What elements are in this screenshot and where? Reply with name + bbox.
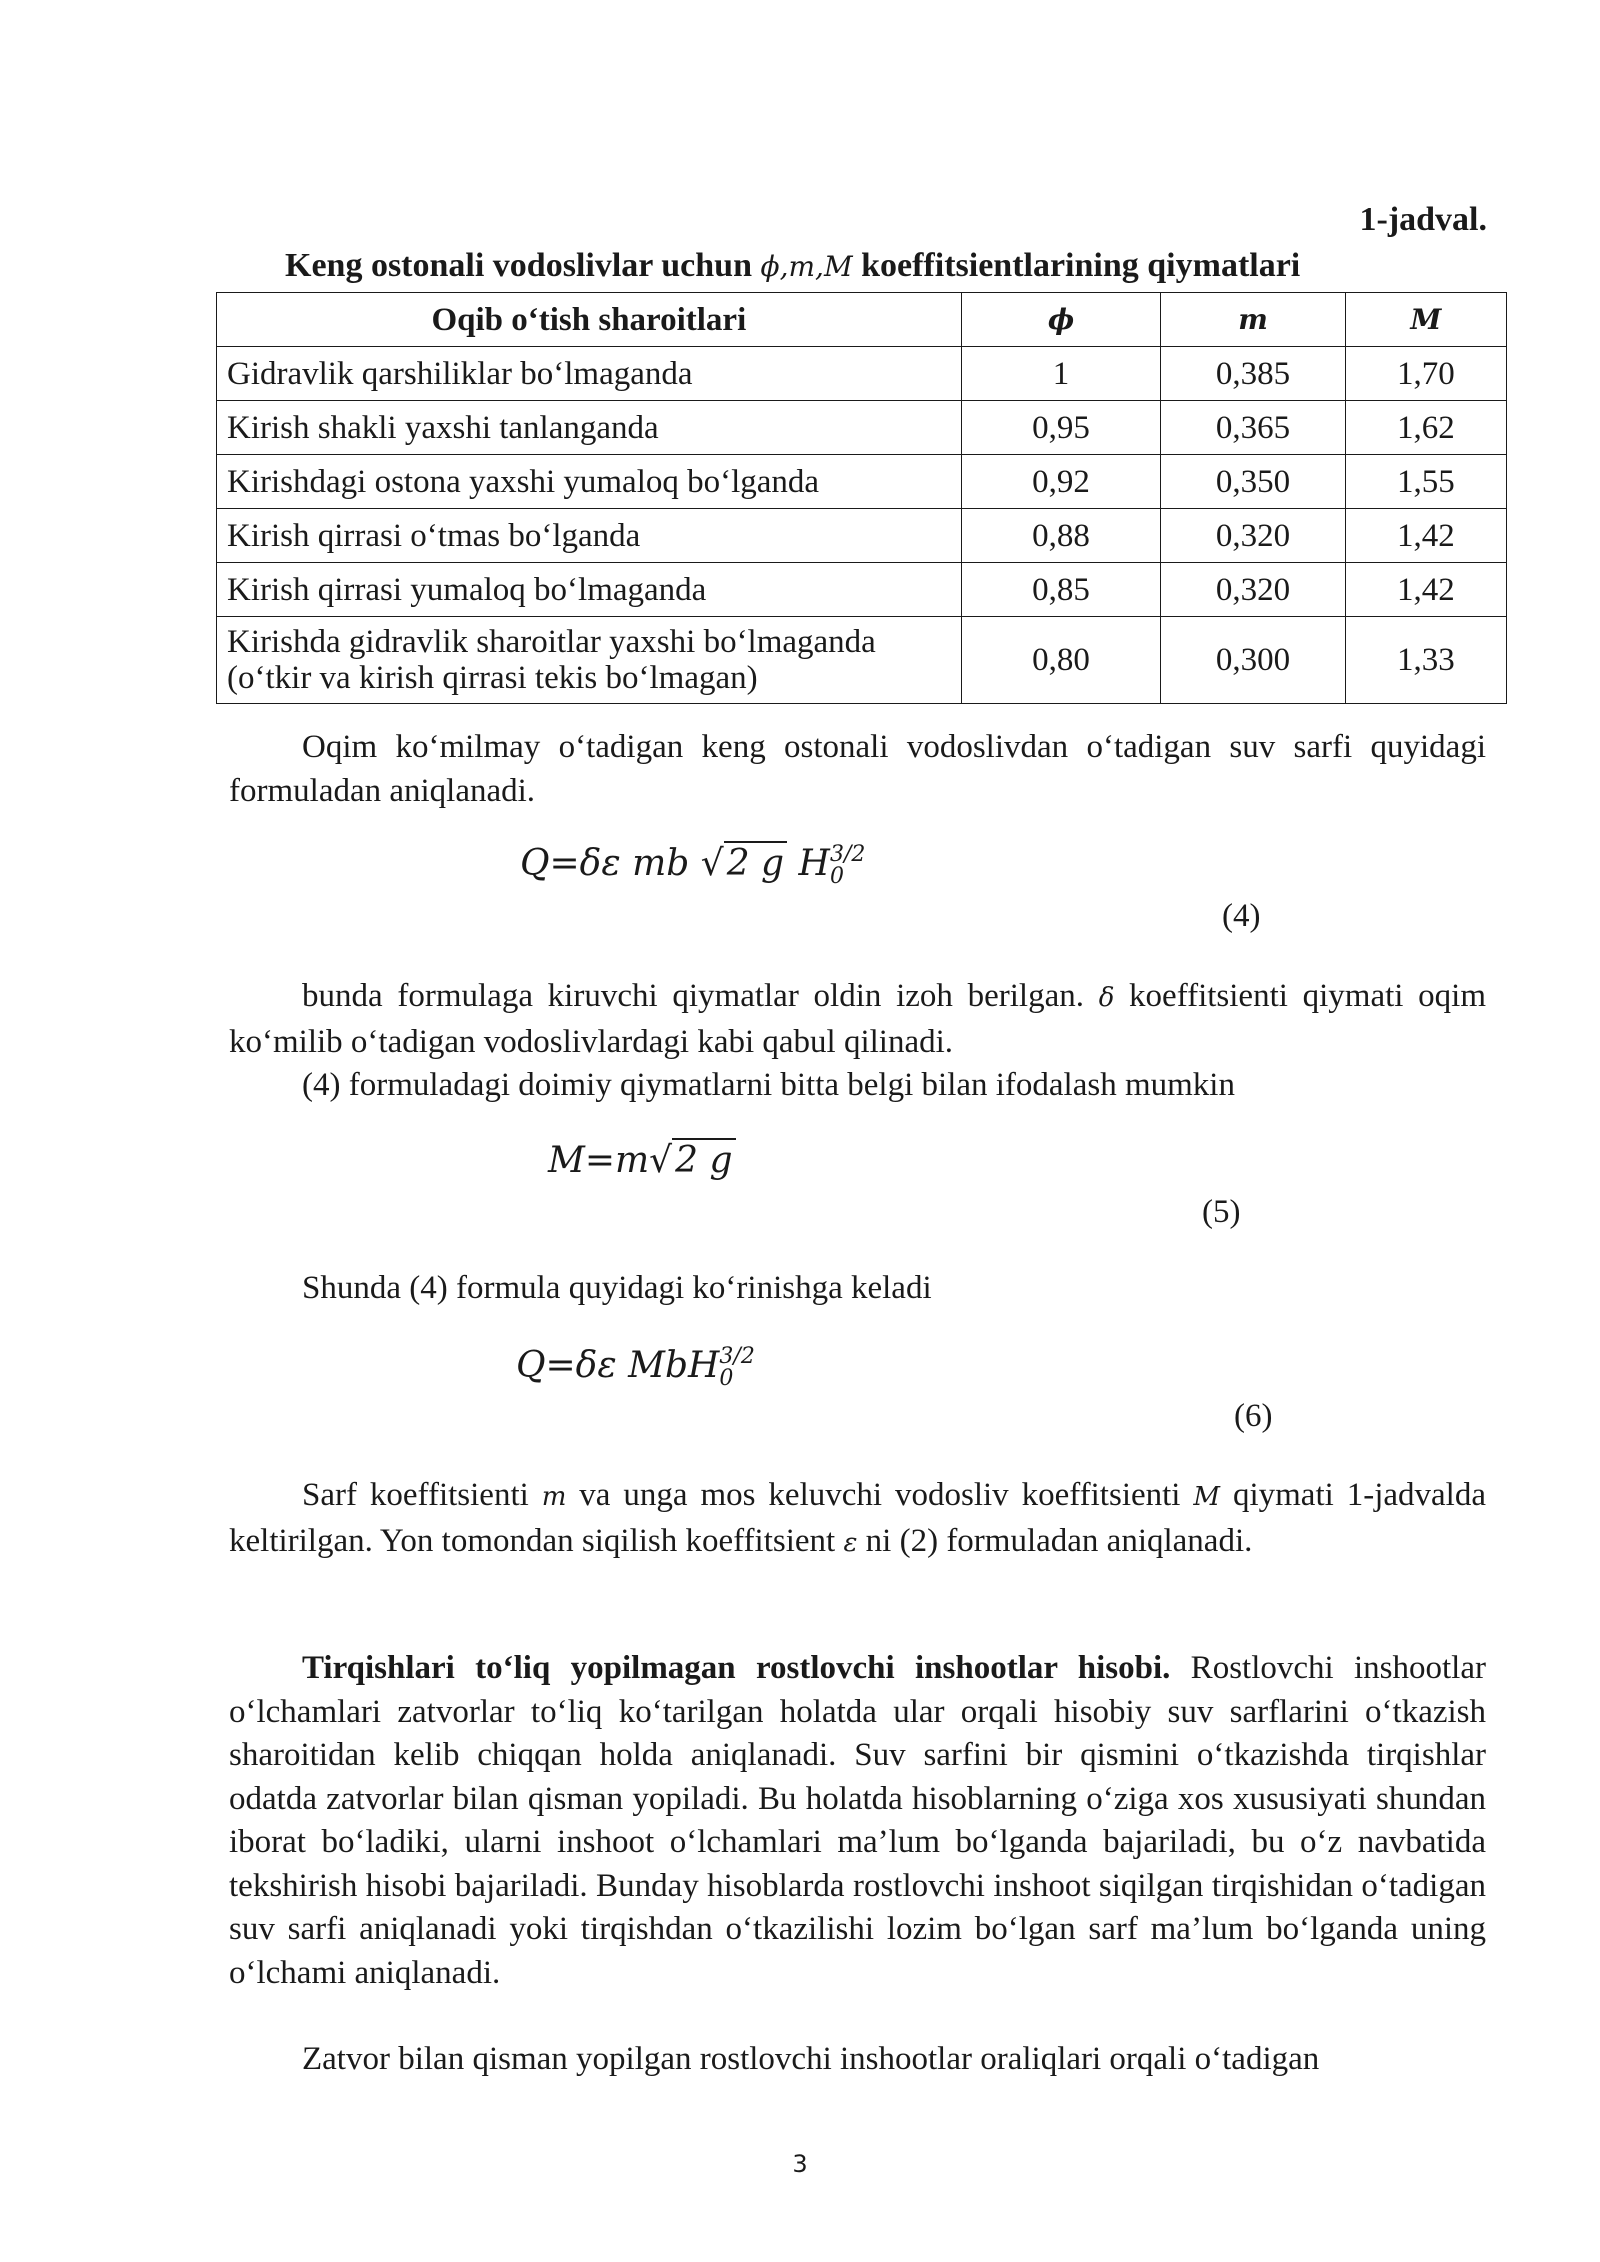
section-body: Rostlovchi inshootlar o‘lchamlari zatvorlar to‘liq ko‘tarilgan holatda ular orqali hisobiy suv sarflarini o‘tkazish sharoitidan kelib chiqqan holda aniqlanadi. Suv sarfini bir qismini o‘tkazishda tirqishlar odatda zatvorlar bilan qisman yopiladi. Bu holatda hisoblarning o‘ziga xos xususiyati shundan iborat bo‘ladiki, ularni inshoot o‘lchamlari ma’lum bo‘lganda bajariladi, bu o‘z navbatida tekshirish hisobi bajariladi. Bunday hisoblarda rostlovchi inshoot siqilgan tirqishidan o‘tadigan suv sarfi aniqlanadi yoki tirqishdan o‘tkazilishi lozim bo‘lgan sarf ma’lum bo‘lganda uning o‘lchami aniqlanadi.	[229, 1650, 1486, 1991]
header-phi: ϕ	[961, 293, 1161, 347]
delta-symbol: δ	[1098, 983, 1115, 1013]
cell-phi: 0,88	[961, 509, 1161, 563]
p2-text-start: bunda formulaga kiruvchi qiymatlar oldin izoh berilgan.	[302, 978, 1099, 1014]
paragraph-formula-form: Shunda (4) formula quyidagi ko‘rinishga keladi	[302, 1270, 932, 1306]
eq4-exponent: 3/2	[829, 842, 866, 867]
p2-text-end: koeffitsienti qiymati oqim ko‘milib o‘tadigan vodoslivlardagi kabi qabul qilinadi.	[229, 978, 1486, 1060]
table-row	[217, 509, 1507, 563]
p5-text-c: qiymati 1-jadvalda keltirilgan. Yon tomondan siqilish koeffitsient	[229, 1477, 1486, 1559]
equation-5: M=m√2 g	[548, 1140, 736, 1181]
section-heading: Tirqishlari to‘liq yopilmagan rostlovchi inshootlar hisobi.	[302, 1650, 1171, 1686]
eq5-radicand: 2 g	[672, 1138, 735, 1181]
table-row	[217, 617, 1507, 704]
table-row	[217, 401, 1507, 455]
eq6-subscript: 0	[719, 1366, 734, 1391]
cell-phi: 0,92	[961, 455, 1161, 509]
eq4-var: H	[787, 843, 830, 884]
equation-4-number: (4)	[1222, 898, 1261, 934]
equation-5-number: (5)	[1202, 1194, 1241, 1230]
table-row	[217, 563, 1507, 617]
table-header-row	[217, 293, 1507, 347]
epsilon-symbol: ε	[843, 1527, 858, 1558]
cell-M: 1,62	[1345, 401, 1506, 455]
p5-text-d: ni (2) formuladan aniqlanadi.	[857, 1522, 1253, 1559]
table-title-pre: Keng ostonali vodoslivlar uchun	[285, 247, 761, 284]
equation-6	[516, 1345, 755, 1390]
eq6-lhs: Q=δε MbH	[516, 1345, 720, 1386]
eq4-subscript: 0	[829, 864, 844, 889]
eq6-exponent: 3/2	[719, 1344, 755, 1369]
M-symbol: M	[1193, 1482, 1221, 1512]
cell-m: 0,300	[1161, 617, 1346, 704]
table-row	[217, 347, 1507, 401]
p5-text-a: Sarf koeffitsienti	[302, 1477, 542, 1513]
equation-4: Q=δε mb √2 g H 3/2 0	[520, 842, 866, 889]
cell-phi: 0,95	[961, 401, 1161, 455]
coefficients-table	[216, 292, 1507, 704]
cell-phi: 0,85	[961, 563, 1161, 617]
paragraph-discharge-coefficient	[229, 1474, 1486, 1565]
table-row	[217, 455, 1507, 509]
paragraph-flow-rate: Oqim ko‘milmay o‘tadigan keng ostonali vodoslivdan o‘tadigan suv sarfi quyidagi formuladan aniqlanadi.	[229, 729, 1486, 809]
cell-m: 0,320	[1161, 509, 1346, 563]
equation-6-number: (6)	[1234, 1398, 1273, 1434]
cell-condition: Gidravlik qarshiliklar bo‘lmaganda	[217, 347, 962, 401]
header-m: m	[1161, 293, 1346, 347]
table-title-symbols: ϕ,m,M	[760, 250, 853, 283]
cell-phi: 1	[961, 347, 1161, 401]
cell-M: 1,42	[1345, 563, 1506, 617]
paragraph-regulating-structures	[229, 1647, 1486, 1995]
cell-m: 0,385	[1161, 347, 1346, 401]
cell-M: 1,33	[1345, 617, 1506, 704]
header-conditions: Oqib o‘tish sharoitlari	[217, 293, 962, 347]
m-symbol: m	[541, 1482, 567, 1512]
cell-phi: 0,80	[961, 617, 1161, 704]
cell-M: 1,42	[1345, 509, 1506, 563]
cell-m: 0,365	[1161, 401, 1346, 455]
eq5-lhs: M=m	[548, 1140, 650, 1181]
cell-condition: Kirish qirrasi yumaloq bo‘lmaganda	[217, 563, 962, 617]
cell-condition: Kirish shakli yaxshi tanlanganda	[217, 401, 962, 455]
header-M: M	[1345, 293, 1506, 347]
eq4-lhs: Q=δε mb	[520, 843, 701, 884]
cell-m: 0,350	[1161, 455, 1346, 509]
page-number: 3	[792, 2150, 808, 2178]
cell-condition: Kirishdagi ostona yaxshi yumaloq bo‘lganda	[217, 455, 962, 509]
paragraph-constants: (4) formuladagi doimiy qiymatlarni bitta belgi bilan ifodalash mumkin	[302, 1067, 1235, 1103]
cell-M: 1,55	[1345, 455, 1506, 509]
p5-text-b: va unga mos keluvchi vodosliv koeffitsienti	[566, 1477, 1194, 1513]
cell-m: 0,320	[1161, 563, 1346, 617]
paragraph-delta-coefficient	[229, 975, 1486, 1064]
table-label: 1-jadval.	[1359, 201, 1487, 238]
eq4-radicand: 2 g	[724, 841, 787, 884]
table-title	[285, 244, 1300, 289]
cell-M: 1,70	[1345, 347, 1506, 401]
table-title-post: koeffitsientlarining qiymatlari	[852, 247, 1301, 284]
paragraph-partial-gate: Zatvor bilan qisman yopilgan rostlovchi inshootlar oraliqlari orqali o‘tadigan	[302, 2041, 1320, 2077]
cell-condition: Kirishda gidravlik sharoitlar yaxshi bo‘lmaganda (o‘tkir va kirish qirrasi tekis bo‘lmagan)	[217, 617, 962, 704]
cell-condition: Kirish qirrasi o‘tmas bo‘lganda	[217, 509, 962, 563]
